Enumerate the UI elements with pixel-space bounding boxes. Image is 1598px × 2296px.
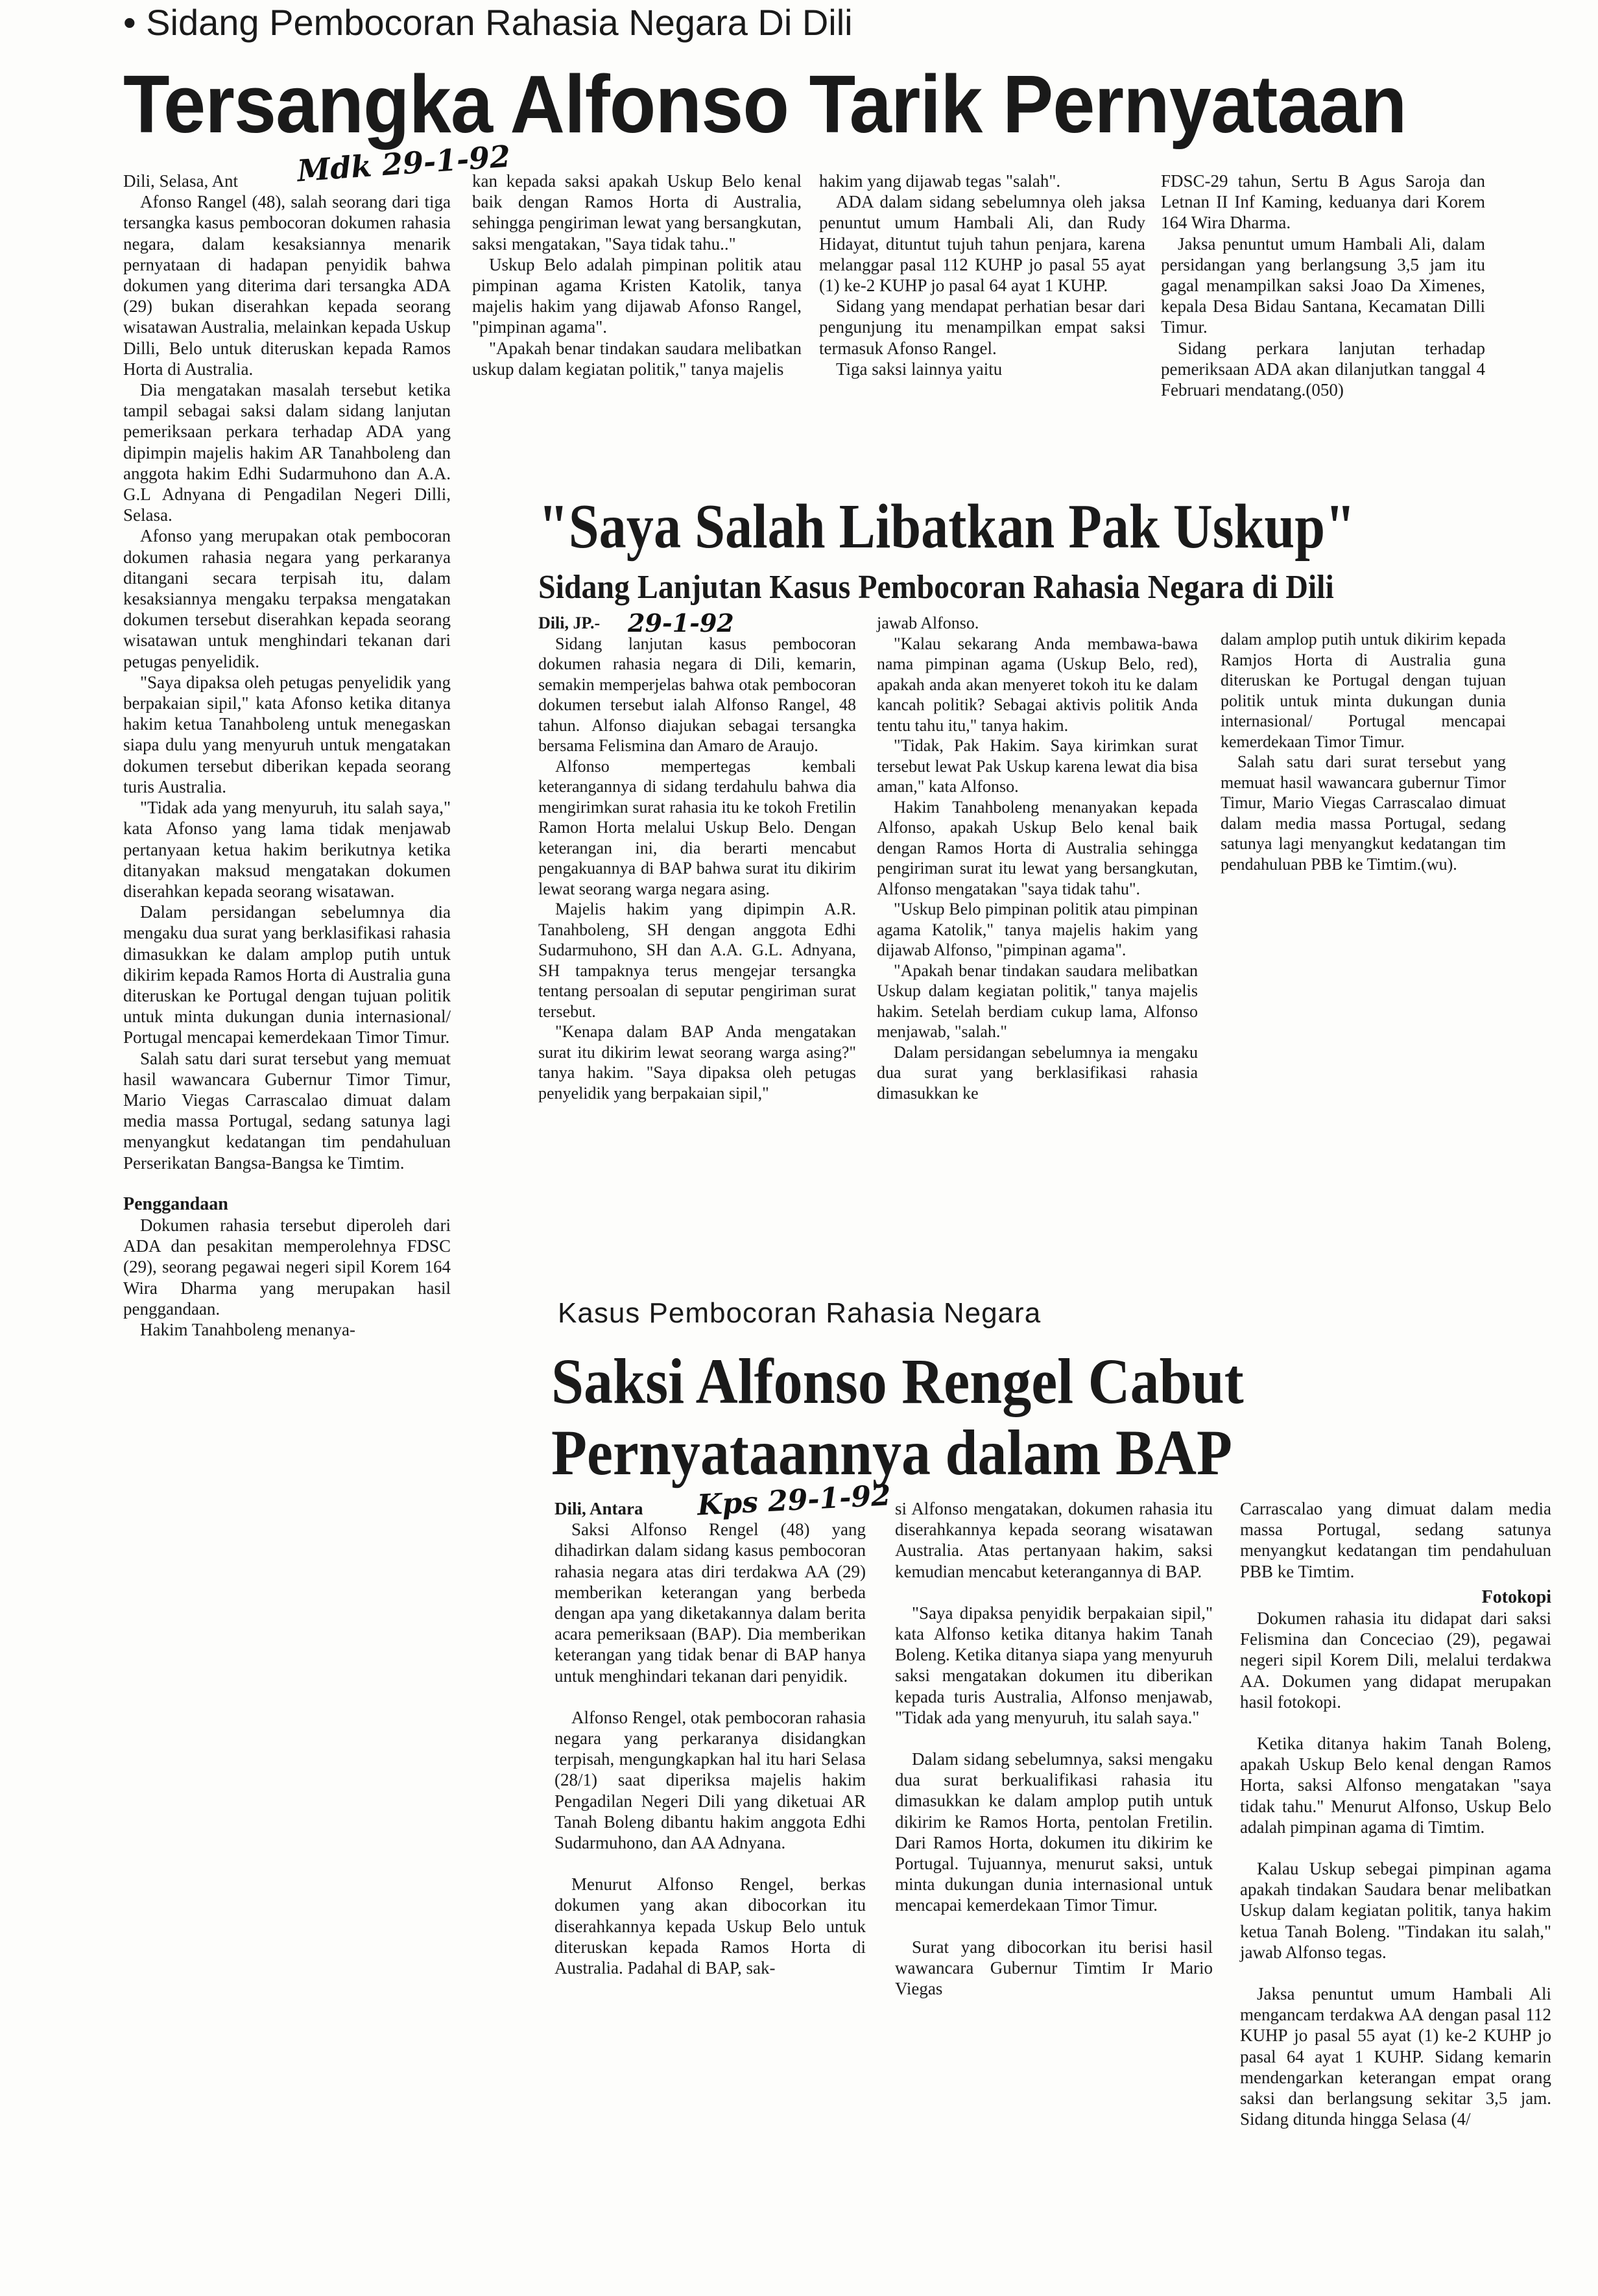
clip1-column-1: [123, 171, 451, 1340]
clip2-headline: "Saya Salah Libatkan Pak Uskup": [538, 492, 1355, 562]
paragraph: Alfonso Rengel, otak pembocoran rahasia negara yang perkaranya disidangkan terpisah, mengungkapkan hal itu hari Selasa (28/1) saat diperiksa majelis hakim Pengadilan Negeri Dili yang diketuai AR Tanah Boleng dibantu hakim anggota Edhi Sudarmuhono, dan AA Adnyana.: [555, 1707, 866, 1853]
paragraph: Surat yang dibocorkan itu berisi hasil wawancara Gubernur Timtim Ir Mario Viegas: [895, 1937, 1213, 1999]
paragraph: "Saya dipaksa oleh petugas penyelidik yang berpakaian sipil," kata Afonso ketika ditanya hakim ketua Tanahboleng untuk menegaskan siapa dulu yang menyuruh untuk mengatakan dokumen tersebut diberikan kepada seorang turis Australia.: [123, 672, 451, 796]
clip1-headline: Tersangka Alfonso Tarik Pernyataan: [123, 58, 1407, 150]
paragraph: Jaksa penuntut umum Hambali Ali, dalam persidangan yang berlangsung 3,5 jam itu gagal menampilkan saksi Joao Da Ximenes, kepala Desa Bidau Santana, Kecamatan Dilli Timur.: [1161, 233, 1485, 337]
clip1-column-4: [1161, 171, 1485, 400]
paragraph: dalam amplop putih untuk dikirim kepada Ramjos Horta di Australia guna diteruskan ke Portugal dengan tujuan politik untuk minta dukungan dunia internasional/ Portugal mencapai kemerdekaan Timor Timur.: [1221, 630, 1506, 751]
paragraph: Hakim Tanahboleng menanya-: [140, 1319, 356, 1339]
paragraph: Saksi Alfonso Rengel (48) yang dihadirkan dalam sidang kasus pembocoran rahasia negara atas diri terdakwa AA (29) memberikan keterangan yang berbeda dengan apa yang diketakannya dalam berita acara pemeriksaan (BAP). Dia memberikan keterangan yang tidak benar di BAP hanya untuk menghindari tekanan dari penyidik.: [555, 1520, 866, 1686]
paragraph: Salah satu dari surat tersebut yang memuat hasil wawancara gubernur Timor Timur, Mario Viegas Carrascalao dimuat dalam media massa Portugal, sedang satunya lagi menyangkut kedatangan tim pendahuluan PBB ke Timtim.(wu).: [1221, 752, 1506, 874]
clip3-headline-line-2: Pernyataannya dalam BAP: [551, 1417, 1233, 1489]
paragraph: Alfonso mempertegas kembali keterangannya di sidang terdahulu bahwa dia mengirimkan surat rahasia itu ke tokoh Fretilin Ramon Horta melalui Uskup Belo. Dengan keterangan ini, dia berarti mencabut pengakuannya di BAP bahwa surat itu dikirim lewat seorang warga negara asing.: [538, 756, 856, 898]
paragraph: Tiga saksi lainnya yaitu: [836, 359, 1003, 379]
paragraph: "Kalau sekarang Anda membawa-bawa nama pimpinan agama (Uskup Belo, red), apakah anda akan menyeret tokoh itu ke dalam kancah politik? Sebagai aktivis politik Anda tentu tahu itu," tanya hakim.: [877, 634, 1198, 735]
paragraph: ADA dalam sidang sebelumnya oleh jaksa penuntut umum Hambali Ali, dan Rudy Hidayat, dituntut tujuh tahun penjara, karena melanggar pasal 112 KUHP jo pasal 55 ayat (1) ke-2 KUHP jo pasal 64 ayat 1 KUHP.: [819, 192, 1145, 296]
paragraph: Carrascalao yang dimuat dalam media massa Portugal, sedang satunya menyangkut kedatangan tim pendahuluan PBB ke Timtim.: [1240, 1499, 1551, 1581]
clip2-column-3: [1221, 629, 1506, 874]
clip1-subhead: Penggandaan: [123, 1193, 228, 1214]
paragraph: Hakim Tanahboleng menanyakan kepada Alfonso, apakah Uskup Belo kenal baik dengan Ramos Horta di Australia sehingga pengiriman surat itu lewat yang bersangkutan, Alfonso mengatakan "saya tidak tahu".: [877, 797, 1198, 898]
paragraph: Dokumen rahasia itu didapat dari saksi Felismina dan Conceciao (29), pegawai negeri sipil Korem Dili, melalui terdakwa AA. Dokumen yang didapat merupakan hasil fotokopi.: [1240, 1608, 1551, 1712]
paragraph: Uskup Belo adalah pimpinan politik atau pimpinan agama Kristen Katolik, tanya majelis hakim yang dijawab Afonso Rangel, "pimpinan agama".: [472, 254, 802, 337]
clip1-dateline: Dili, Selasa, Ant: [123, 171, 238, 191]
clip3-headline-line-1: Saksi Alfonso Rengel Cabut: [551, 1345, 1244, 1417]
clip3-column-2: [895, 1498, 1213, 1999]
clip2-handwritten-date: 29-1-92: [628, 608, 734, 638]
paragraph: "Apakah benar tindakan saudara melibatkan Uskup dalam kegiatan politik," tanya majelis hakim. Setelah berdiam cukup lama, Alfonso menjawab, "salah.": [877, 961, 1198, 1041]
paragraph: Jaksa penuntut umum Hambali Ali mengancam terdakwa AA dengan pasal 112 KUHP jo pasal 55 ayat (1) ke-2 KUHP jo pasal 64 ayat 1 KUHP. Sidang kemarin mendengarkan keterangan empat orang saksi dan berlangsung sekitar 3,5 jam. Sidang ditunda hingga Selasa (4/: [1240, 1984, 1551, 2129]
clip1-handwritten-date: Mdk 29-1-92: [296, 138, 512, 189]
paragraph: Afonso Rangel (48), salah seorang dari tiga tersangka kasus pembocoran dokumen rahasia negara, dalam kesaksiannya menarik pernyataan di hadapan penyidik bahwa dokumen yang diterima dari tersangka ADA (29) bukan diserahkan kepada seorang wisatawan Australia, melainkan kepada Uskup Dilli, Belo untuk diteruskan kepada Ramos Horta di Australia.: [123, 192, 451, 379]
paragraph: Dokumen rahasia tersebut diperoleh dari ADA dan pesakitan memperolehnya FDSC (29), seorang pegawai negeri sipil Korem 164 Wira Dharma yang merupakan hasil penggandaan.: [123, 1215, 451, 1319]
paragraph: "Uskup Belo pimpinan politik atau pimpinan agama Katolik," tanya majelis hakim yang dijawab Alfonso, "pimpinan agama".: [877, 900, 1198, 959]
clip2-column-2: [877, 613, 1198, 1103]
paragraph: FDSC-29 tahun, Sertu B Agus Saroja dan Letnan II Inf Kaming, keduanya dari Korem 164 Wira Dharma.: [1161, 171, 1485, 233]
paragraph: si Alfonso mengatakan, dokumen rahasia itu diserahkannya kepada seorang wisatawan Australia. Atas pertanyaan hakim, saksi kemudian mencabut keterangannya di BAP.: [895, 1499, 1213, 1581]
clip3-column-1: [555, 1498, 866, 1978]
clip3-subhead: Fotokopi: [1481, 1586, 1551, 1607]
paragraph: Afonso yang merupakan otak pembocoran dokumen rahasia negara yang perkaranya ditangani secara terpisah itu, dalam kesaksiannya mengaku terpaksa mengatakan dokumen tersebut diserahkan kepada seorang wisatawan untuk menghindari tekanan dari petugas penyelidik.: [123, 526, 451, 671]
paragraph: Salah satu dari surat tersebut yang memuat hasil wawancara Gubernur Timor Timur, Mario Viegas Carrascalao dimuat dalam media massa Portugal, sedang satunya lagi menyangkut kedatangan tim pendahuluan Perserikatan Bangsa-Bangsa ke Timtim.: [123, 1048, 451, 1173]
clip1-column-3: [819, 171, 1145, 379]
paragraph: "Saya dipaksa penyidik berpakaian sipil," kata Alfonso ketika ditanya hakim Tanah Boleng. Ketika ditanya siapa yang menyuruh saksi mengatakan dokumen itu diberikan kepada turis Australia, Alfonso menjawab, "Tidak ada yang menyuruh, itu salah saya.": [895, 1603, 1213, 1727]
paragraph: Menurut Alfonso Rengel, berkas dokumen yang akan dibocorkan itu diserahkannya kepada Uskup Belo untuk diteruskan kepada Ramos Horta di Australia. Padahal di BAP, sak-: [555, 1874, 866, 1978]
clip2-dateline-text: Dili, JP.-: [538, 614, 601, 632]
paragraph: kan kepada saksi apakah Uskup Belo kenal baik dengan Ramos Horta di Australia, sehingga pengiriman lewat yang bersangkutan, saksi mengatakan, "Saya tidak tahu..": [472, 171, 802, 254]
paragraph: Dalam sidang sebelumnya, saksi mengaku dua surat berkualifikasi rahasia itu dimasukkan ke dalam amplop putih untuk dikirim ke Ramos Horta, pentolan Fretilin. Dari Ramos Horta, dokumen itu dikirim ke Portugal. Tujuannya, menurut saksi, untuk minta dukungan dunia internasional untuk mencapai kemerdekaan Timor Timur.: [895, 1749, 1213, 1915]
paragraph: "Tidak, Pak Hakim. Saya kirimkan surat tersebut lewat Pak Uskup karena lewat dia bisa aman," kata Alfonso.: [877, 736, 1198, 796]
paragraph: Sidang yang mendapat perhatian besar dari pengunjung itu menampilkan empat saksi termasuk Afonso Rangel.: [819, 296, 1145, 358]
paragraph: "Kenapa dalam BAP Anda mengatakan surat itu dikirim lewat seorang warga asing?" tanya hakim. "Saya dipaksa oleh petugas penyelidik yang berpakaian sipil,": [538, 1022, 856, 1103]
paragraph: hakim yang dijawab tegas "salah".: [819, 171, 1061, 191]
paragraph: "Apakah benar tindakan saudara melibatkan uskup dalam kegiatan politik," tanya majelis: [472, 338, 802, 379]
paragraph: Dia mengatakan masalah tersebut ketika tampil sebagai saksi dalam sidang lanjutan pemeriksaan perkara terhadap ADA yang dipimpin majelis hakim AR Tanahboleng dan anggota hakim Edhi Sudarmuhono dan A.A. G.L Adnyana di Pengadilan Negeri Dilli, Selasa.: [123, 380, 451, 525]
clip2-subheadline: Sidang Lanjutan Kasus Pembocoran Rahasia Negara di Dili: [538, 569, 1334, 606]
paragraph: Majelis hakim yang dipimpin A.R. Tanahboleng, SH dengan anggota Edhi Sudarmuhono, SH dan A.A. G.L. Adnyana, SH tampaknya terus mengejar tersangka tentang persoalan di seputar pengiriman surat tersebut.: [538, 900, 856, 1021]
paragraph: Ketika ditanya hakim Tanah Boleng, apakah Uskup Belo kenal dengan Ramos Horta, saksi Alfonso mengatakan "saya tidak tahu." Menurut Alfonso, Uskup Belo adalah pimpinan agama di Timtim.: [1240, 1734, 1551, 1837]
paragraph: Dalam persidangan sebelumnya ia mengaku dua surat yang berklasifikasi rahasia dimasukkan ke: [877, 1042, 1198, 1103]
paragraph: Sidang lanjutan kasus pembocoran dokumen rahasia negara di Dili, kemarin, semakin memperjelas bahwa otak pembocoran dokumen tersebut ialah Alfonso Rangel, 48 tahun. Alfonso diajukan sebagai tersangka bersama Felismina dan Amaro de Araujo.: [538, 634, 856, 755]
clip3-kicker: Kasus Pembocoran Rahasia Negara: [558, 1297, 1042, 1329]
clip3-dateline: Dili, Antara: [555, 1499, 643, 1518]
clip1-column-2: [472, 171, 802, 379]
clip1-kicker: • Sidang Pembocoran Rahasia Negara Di Dili: [123, 2, 853, 43]
paragraph: Dalam persidangan sebelumnya dia mengaku dua surat yang berklasifikasi rahasia dimasukkan ke dalam amplop putih untuk dikirim kepada Ramos Horta di Australia guna diteruskan ke Portugal dengan tujuan politik untuk minta dukungan dunia internasional/ Portugal mencapai kemerdekaan Timor Timur.: [123, 902, 451, 1047]
clip3-headline: [551, 1346, 1244, 1489]
paragraph: "Tidak ada yang menyuruh, itu salah saya," kata Afonso yang lama tidak menjawab pertanyaan ketua hakim berikutnya ketika ditanyakan maksud mengatakan dokumen diserahkan kepada seorang wisatawan.: [123, 798, 451, 901]
paragraph: Kalau Uskup sebegai pimpinan agama apakah tindakan Saudara benar melibatkan Uskup dalam kegiatan politik, tanya hakim ketua Tanah Boleng. "Tindakan itu salah," jawab Alfonso tegas.: [1240, 1859, 1551, 1962]
paragraph: jawab Alfonso.: [877, 614, 979, 632]
clip2-column-1: [538, 613, 856, 1103]
clip3-column-3: [1240, 1498, 1551, 2129]
paragraph: Sidang perkara lanjutan terhadap pemeriksaan ADA akan dilanjutkan tanggal 4 Februari mendatang.(050): [1161, 338, 1485, 400]
clip3-handwritten-date: Kps 29-1-92: [696, 1479, 892, 1522]
